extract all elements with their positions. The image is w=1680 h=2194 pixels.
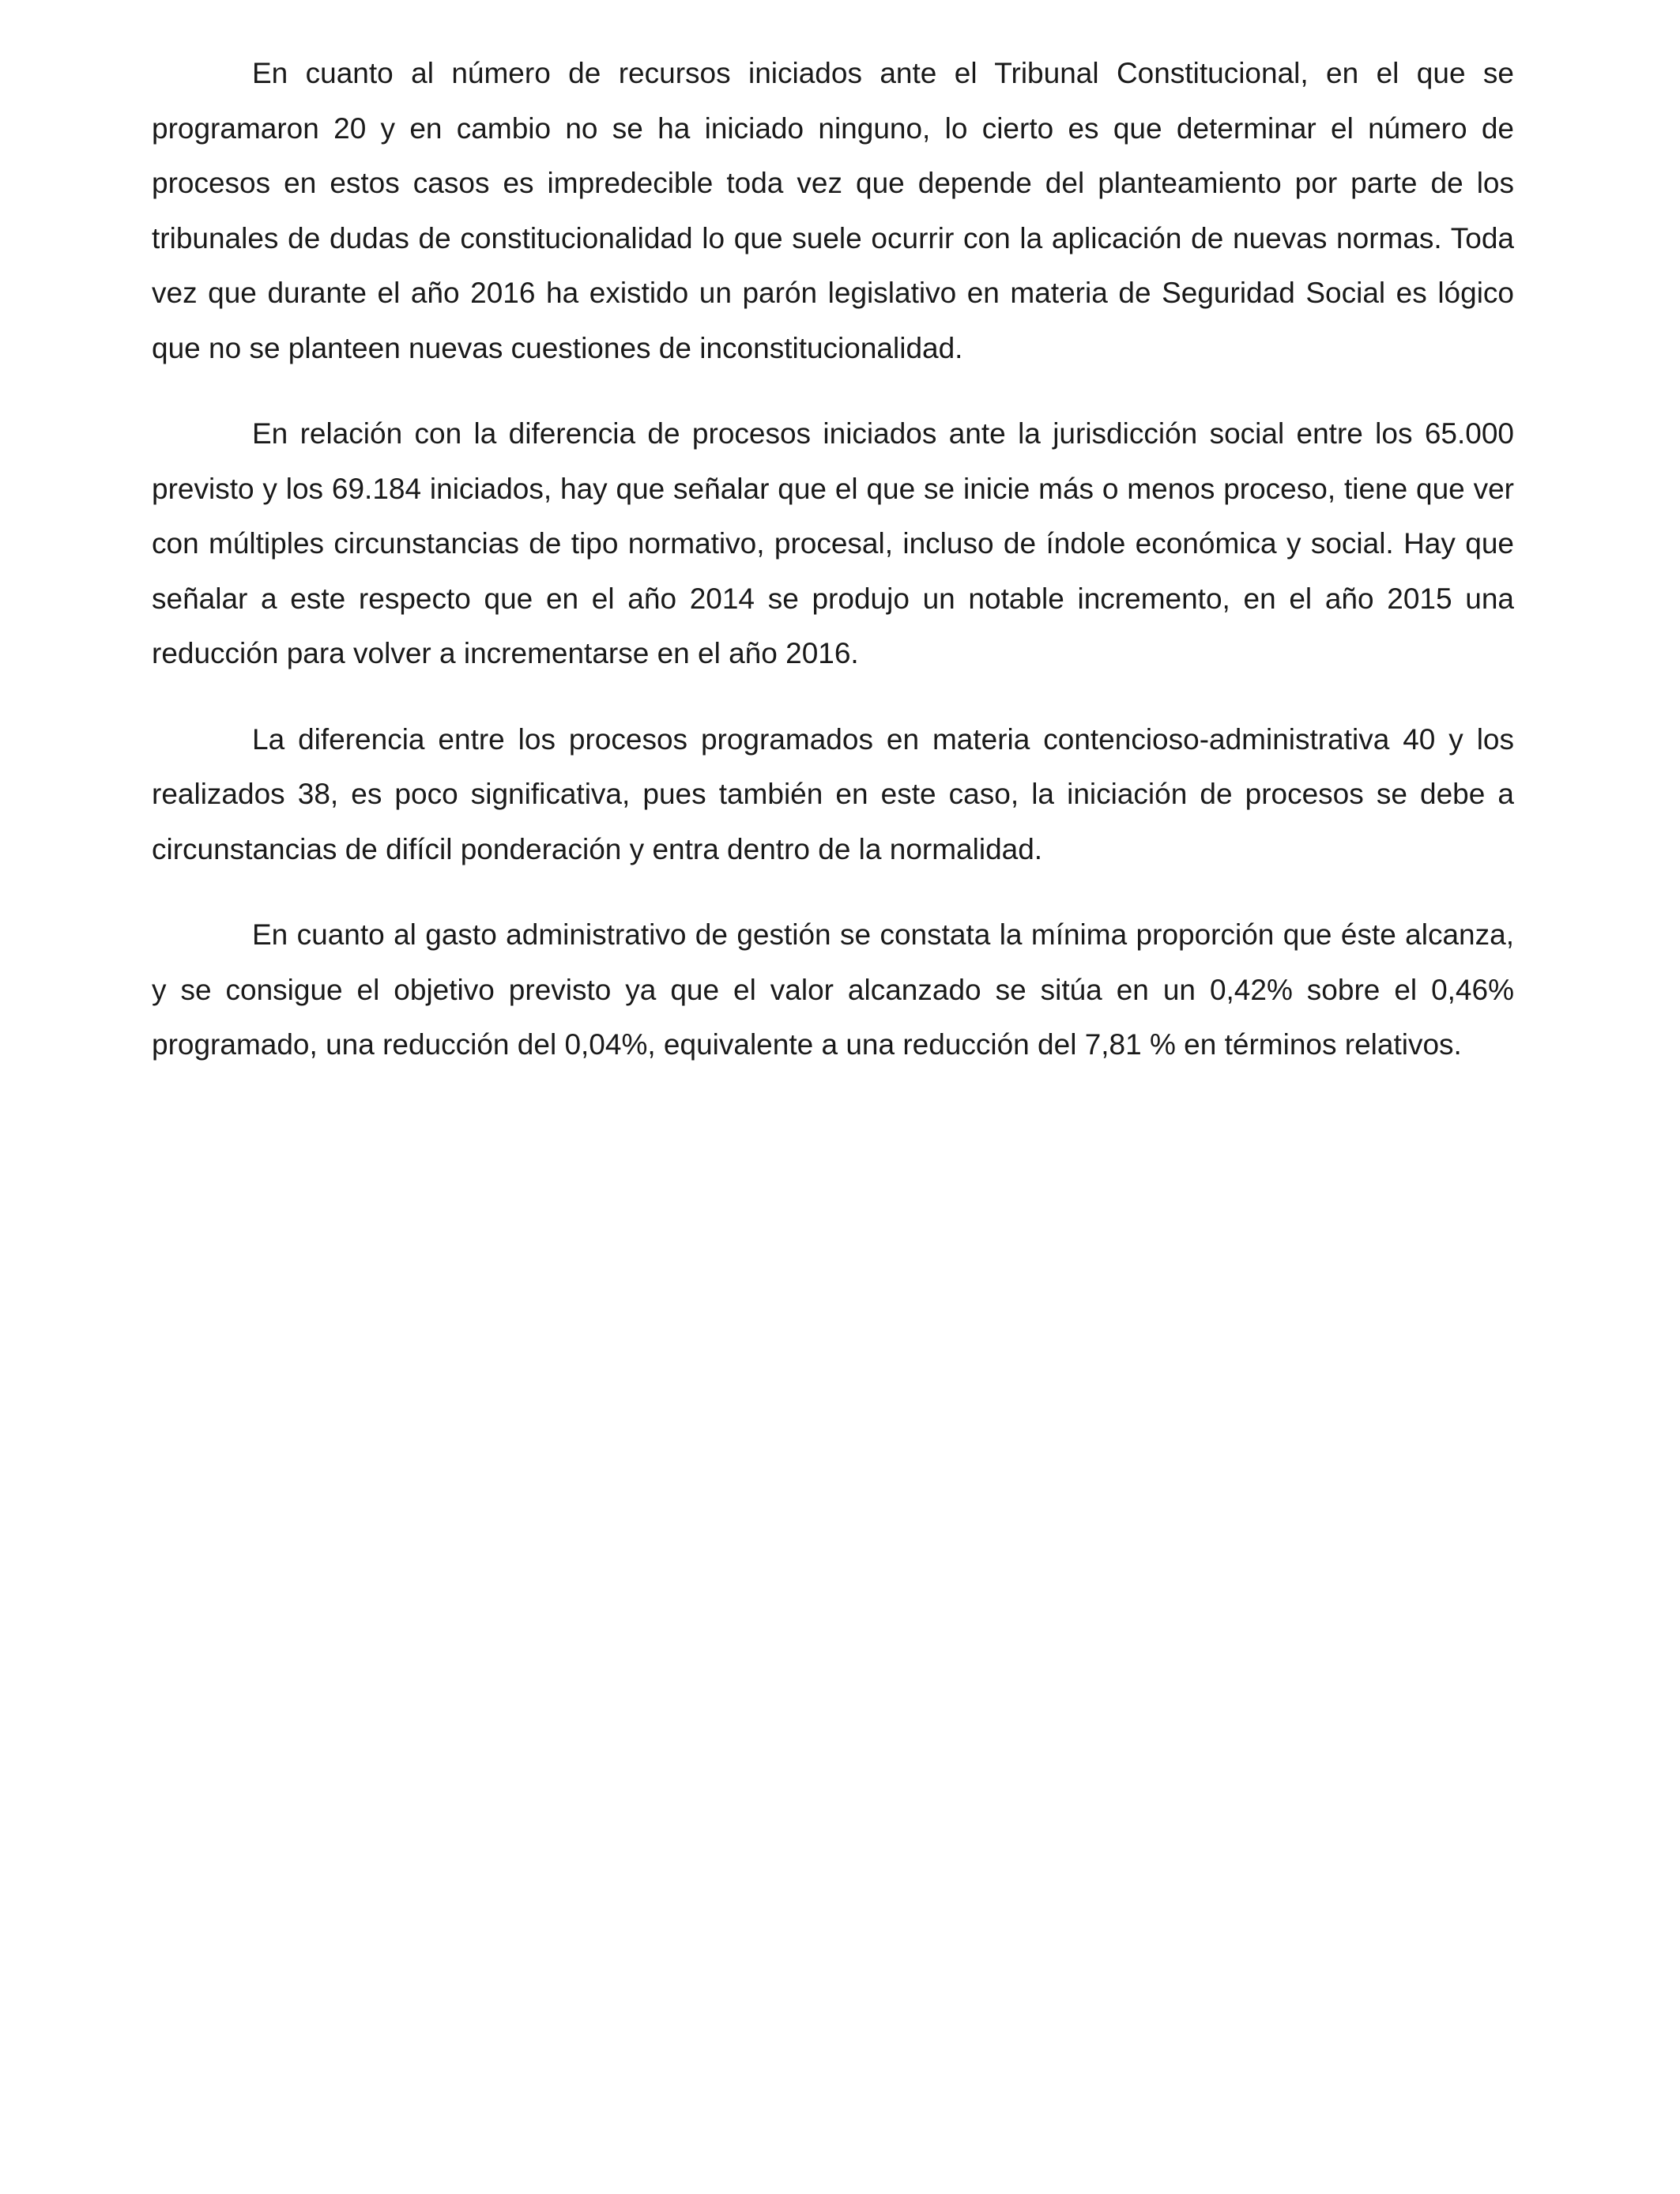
paragraph-tribunal-constitucional: En cuanto al número de recursos iniciados ante el Tribunal Constitucional, en el que se programaron 20 y en cambio no se ha iniciado ninguno, lo cierto es que determinar el número de procesos en estos casos es impredecible toda vez que depende del planteamiento por parte de los tribunales de dudas de constitucionalidad lo que suele ocurrir con la aplicación de nuevas normas. Toda vez que durante el año 2016 ha existido un parón legislativo en materia de Seguridad Social es lógico que no se planteen nuevas cuestiones de inconstitucionalidad.	[152, 57, 1514, 364]
paragraph-jurisdiccion-social: En relación con la diferencia de procesos iniciados ante la jurisdicción social entre los 65.000 previsto y los 69.184 iniciados, hay que señalar que el que se inicie más o menos proceso, tiene que ver con múltiples circunstancias de tipo normativo, procesal, incluso de índole económica y social. Hay que señalar a este respecto que en el año 2014 se produjo un notable incremento, en el año 2015 una reducción para volver a incrementarse en el año 2016.	[152, 417, 1514, 669]
paragraph-contencioso-administrativa: La diferencia entre los procesos programados en materia contencioso-administrativa 40 y los realizados 38, es poco significativa, pues también en este caso, la iniciación de procesos se debe a circunstancias de difícil ponderación y entra dentro de la normalidad.	[152, 722, 1514, 865]
document-body	[152, 46, 1514, 1103]
paragraph-gasto-administrativo: En cuanto al gasto administrativo de gestión se constata la mínima proporción que éste alcanza, y se consigue el objetivo previsto ya que el valor alcanzado se sitúa en un 0,42% sobre el 0,46% programado, una reducción del 0,04%, equivalente a una reducción del 7,81 % en términos relativos.	[152, 918, 1514, 1061]
